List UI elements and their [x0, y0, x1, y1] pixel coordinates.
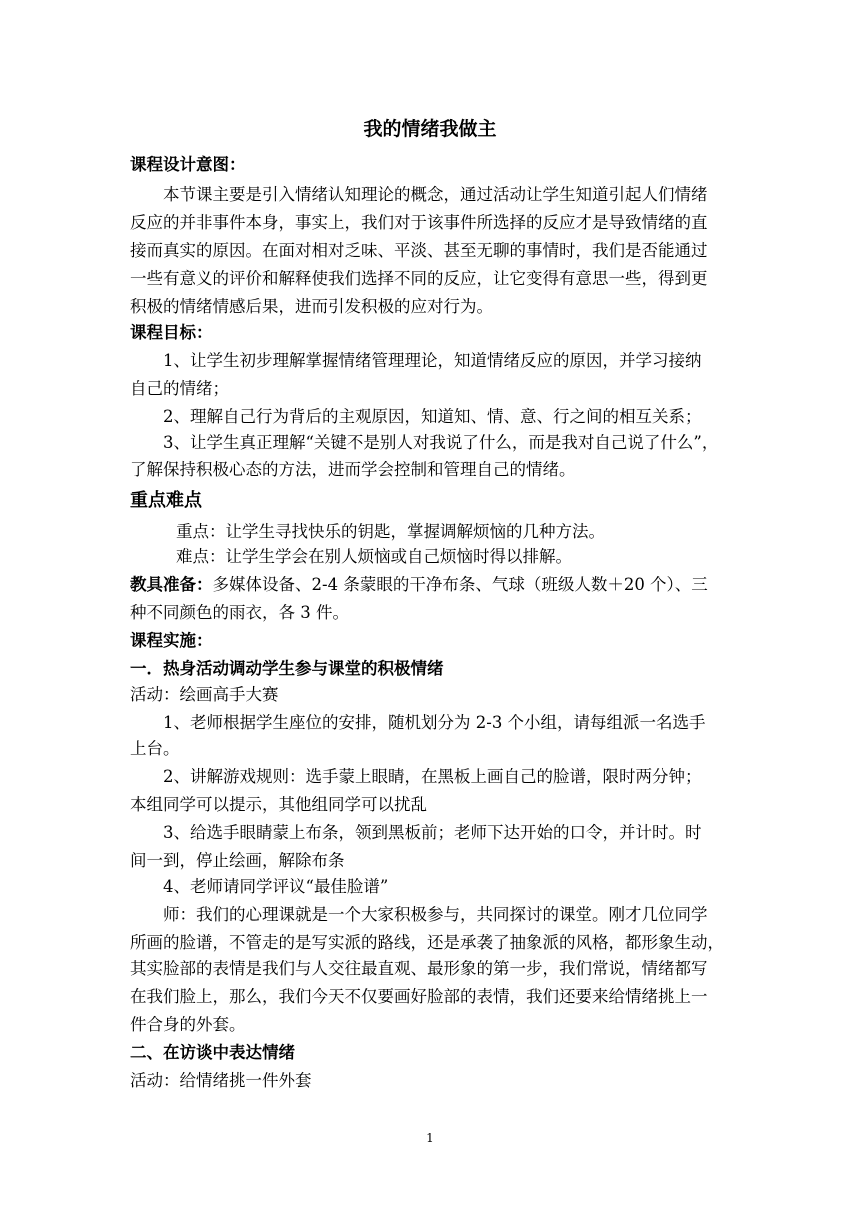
body-text-line: 2、讲解游戏规则：选手蒙上眼睛，在黑板上画自己的脸谱，限时两分钟； — [163, 767, 702, 786]
body-text-line: 师：我们的心理课就是一个大家积极参与，共同探讨的课堂。刚才几位同学 — [163, 905, 708, 924]
body-text-line: 反应的并非事件本身，事实上，我们对于该事件所选择的反应才是导致情绪的直 — [130, 213, 708, 232]
body-text-line — [130, 574, 730, 596]
body-text-line: 本节课主要是引入情绪认知理论的概念，通过活动让学生知道引起人们情绪 — [163, 185, 708, 204]
body-text-line: 件合身的外套。 — [130, 1015, 246, 1034]
body-text-line: 重点：让学生寻找快乐的钥匙，掌握调解烦恼的几种方法。 — [176, 522, 605, 541]
body-text-line: 间一到，停止绘画，解除布条 — [130, 851, 345, 870]
body-text-line: 活动：绘画高手大赛 — [130, 685, 279, 704]
body-text-line: 上台。 — [130, 739, 180, 758]
body-text-line: 接而真实的原因。在面对相对乏味、平淡、甚至无聊的事情时，我们是否能通过 — [130, 241, 708, 260]
body-text-line: 积极的情绪情感后果，进而引发积极的应对行为。 — [130, 297, 493, 316]
body-text-line: 难点：让学生学会在别人烦恼或自己烦恼时得以排解。 — [176, 547, 572, 566]
body-text-line: 在我们脸上，那么，我们今天不仅要画好脸部的表情，我们还要来给情绪挑上一 — [130, 987, 708, 1006]
page-number: 1 — [426, 1131, 434, 1145]
body-text-line: 4、老师请同学评议“最佳脸谱” — [163, 877, 389, 896]
body-text-line: 3、让学生真正理解“关键不是别人对我说了什么，而是我对自己说了什么”， — [163, 433, 719, 452]
body-text-line: 其实脸部的表情是我们与人交往最直观、最形象的第一步，我们常说，情绪都写 — [130, 959, 708, 978]
body-text-line: 活动：给情绪挑一件外套 — [130, 1071, 312, 1090]
page-title: 我的情绪我做主 — [363, 118, 497, 140]
body-text-line: 2、理解自己行为背后的主观原因，知道知、情、意、行之间的相互关系； — [163, 407, 702, 426]
body-text-line: 自己的情绪； — [130, 379, 229, 398]
section-heading: 二、在访谈中表达情绪 — [130, 1043, 295, 1062]
body-text-line: 种不同颜色的雨衣，各 3 件。 — [130, 603, 349, 622]
body-text-line: 所画的脸谱，不管走的是写实派的路线，还是承袭了抽象派的风格，都形象生动， — [130, 933, 724, 952]
body-text-line: 1、让学生初步理解掌握情绪管理理论，知道情绪反应的原因，并学习接纳 — [163, 351, 702, 370]
section-heading: 课程目标： — [130, 323, 213, 342]
section-heading: 一．热身活动调动学生参与课堂的积极情绪 — [130, 659, 444, 678]
section-heading: 课程实施： — [130, 631, 213, 650]
body-text-line: 一些有意义的评价和解释使我们选择不同的反应，让它变得有意思一些，得到更 — [130, 269, 708, 288]
body-text-line: 了解保持积极心态的方法，进而学会控制和管理自己的情绪。 — [130, 460, 576, 479]
body-text-line: 本组同学可以提示，其他组同学可以扰乱 — [130, 795, 427, 814]
body-text-line: 1、老师根据学生座位的安排，随机划分为 2-3 个小组，请每组派一名选手 — [163, 713, 706, 732]
inline-label: 教具准备： — [130, 575, 213, 594]
inline-text: 多媒体设备、2-4 条蒙眼的干净布条、气球（班级人数＋20 个）、三 — [212, 575, 708, 594]
section-heading: 重点难点 — [130, 490, 202, 511]
section-heading: 课程设计意图： — [130, 155, 246, 174]
body-text-line: 3、给选手眼睛蒙上布条，领到黑板前；老师下达开始的口令，并计时。时 — [163, 823, 702, 842]
